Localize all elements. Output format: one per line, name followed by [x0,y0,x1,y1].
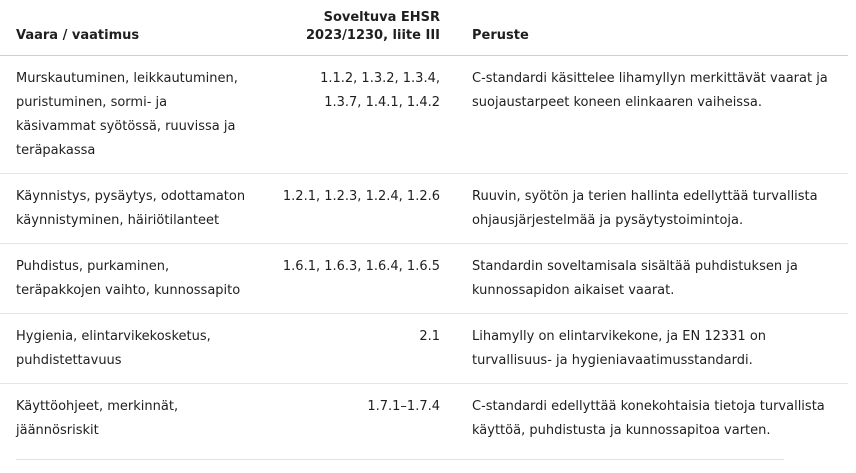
table-body [0,56,848,456]
table-row [0,244,848,314]
cell-ehsr: 1.6.1, 1.6.3, 1.6.4, 1.6.5 [266,244,456,314]
header-basis: Peruste [456,0,848,56]
table-row [0,384,848,456]
table-row [0,174,848,244]
cell-basis: Lihamylly on elintarvikekone, ja EN 12331 on turvallisuus- ja hygieniavaatimusstandardi. [456,314,848,384]
cell-basis: Standardin soveltamisala sisältää puhdistuksen ja kunnossapidon aikaiset vaarat. [456,244,848,314]
cell-ehsr: 1.7.1–1.7.4 [367,399,440,414]
table-header [0,0,848,56]
table-row [0,314,848,384]
header-hazard: Vaara / vaatimus [0,0,266,56]
cell-basis: C-standardi edellyttää konekohtaisia tietoja turvallista käyttöä, puhdistusta ja kunnossapitoa varten. [472,399,825,438]
cell-hazard: Hygienia, elintarvikekosketus, puhdistettavuus [0,314,266,384]
cell-ehsr: 2.1 [266,314,456,384]
cell-hazard: Käynnistys, pysäytys, odottamaton käynnistyminen, häiriötilanteet [0,174,266,244]
cell-hazard: Murskautuminen, leikkautuminen, puristuminen, sormi- ja käsivammat syötössä, ruuvissa ja teräpakassa [0,56,266,174]
cell-basis: C-standardi käsittelee lihamyllyn merkittävät vaarat ja suojaustarpeet koneen elinkaaren vaiheissa. [456,56,848,174]
cell-ehsr: 1.1.2, 1.3.2, 1.3.4, 1.3.7, 1.4.1, 1.4.2 [266,56,456,174]
header-ehsr [266,0,456,56]
cell-ehsr: 1.2.1, 1.2.3, 1.2.4, 1.2.6 [266,174,456,244]
bottom-divider [16,459,784,460]
cell-hazard: Käyttöohjeet, merkinnät, jäännösriskit [16,399,179,438]
header-row [0,0,848,56]
cell-hazard: Puhdistus, purkaminen, teräpakkojen vaihto, kunnossapito [0,244,266,314]
table-row [0,56,848,174]
cell-basis: Ruuvin, syötön ja terien hallinta edellyttää turvallista ohjausjärjestelmää ja pysäytystoimintoja. [456,174,848,244]
header-ehsr-line2: 2023/1230, liite III [305,28,440,43]
header-ehsr-line1: Soveltuva EHSR [323,10,440,25]
